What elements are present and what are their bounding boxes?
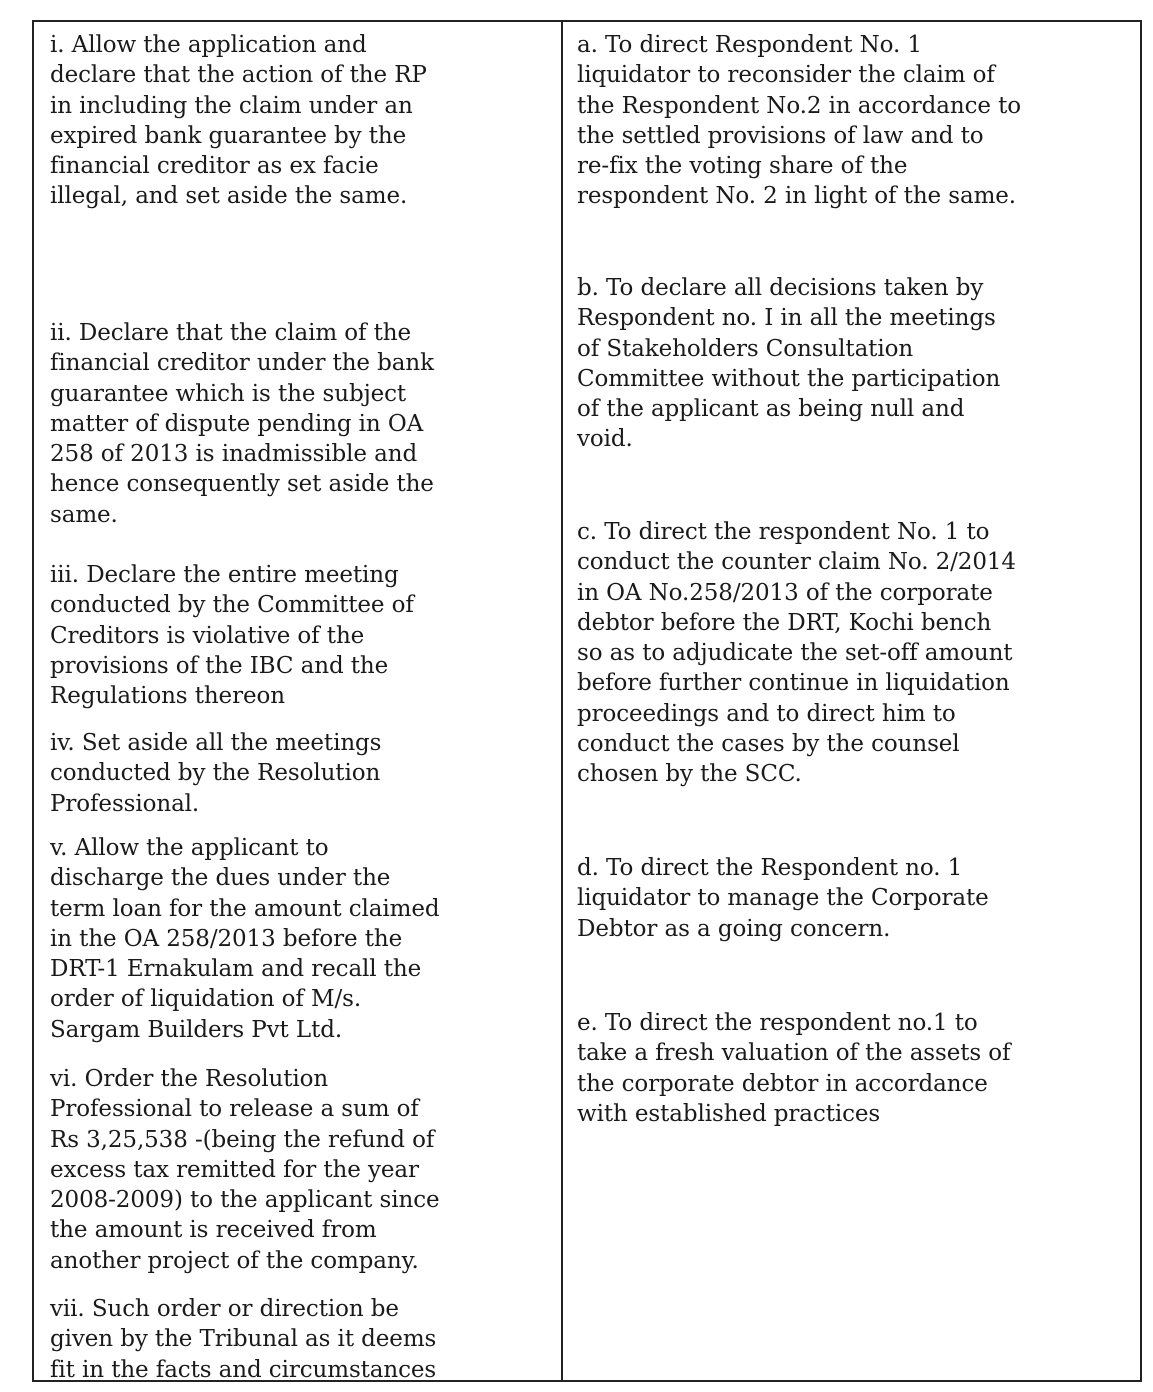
prayer-v: v. Allow the applicant to discharge the dues under the term loan for the amount claimed in the OA 258/2013 before the DRT-1 Ernakulam and recall the order of liquidation of M/s. Sargam Builders Pvt Ltd.	[50, 835, 440, 1043]
prayer-b: b. To declare all decisions taken by Respondent no. I in all the meetings of Stakeholders Consultation Committee without the participation of the applicant as being null and void.	[577, 275, 1001, 453]
prayer-vi: vi. Order the Resolution Professional to release a sum of Rs 3,25,538 -(being the refund of excess tax remitted for the year 2008-2009) to the applicant since the amount is received from another project of the company.	[50, 1066, 440, 1274]
prayer-iv: iv. Set aside all the meetings conducted by the Resolution Professional.	[50, 730, 382, 817]
prayer-d: d. To direct the Respondent no. 1 liquidator to manage the Corporate Debtor as a going concern.	[577, 855, 989, 942]
prayer-a: a. To direct Respondent No. 1 liquidator to reconsider the claim of the Respondent No.2 in accordance to the settled provisions of law and to re-fix the voting share of the respondent No. 2 in light of the same.	[577, 32, 1021, 210]
prayer-vii: vii. Such order or direction be given by the Tribunal as it deems fit in the facts and circumstances	[50, 1296, 437, 1383]
right-column	[563, 22, 1140, 1380]
prayer-i: i. Allow the application and declare that the action of the RP in including the claim under an expired bank guarantee by the financial creditor as ex facie illegal, and set aside the same.	[50, 32, 427, 210]
prayer-ii: ii. Declare that the claim of the financial creditor under the bank guarantee which is the subject matter of dispute pending in OA 258 of 2013 is inadmissible and hence consequently set aside the same.	[50, 320, 434, 528]
prayer-c: c. To direct the respondent No. 1 to conduct the counter claim No. 2/2014 in OA No.258/2013 of the corporate debtor before the DRT, Kochi bench so as to adjudicate the set-off amount before further continue in liquidation proceedings and to direct him to conduct the cases by the counsel chosen by the SCC.	[577, 519, 1016, 788]
prayer-e: e. To direct the respondent no.1 to take a fresh valuation of the assets of the corporate debtor in accordance with established practices	[577, 1010, 1011, 1127]
prayer-table	[32, 20, 1142, 1382]
left-column	[34, 22, 563, 1383]
prayer-iii: iii. Declare the entire meeting conducted by the Committee of Creditors is violative of the provisions of the IBC and the Regulations thereon	[50, 562, 414, 710]
